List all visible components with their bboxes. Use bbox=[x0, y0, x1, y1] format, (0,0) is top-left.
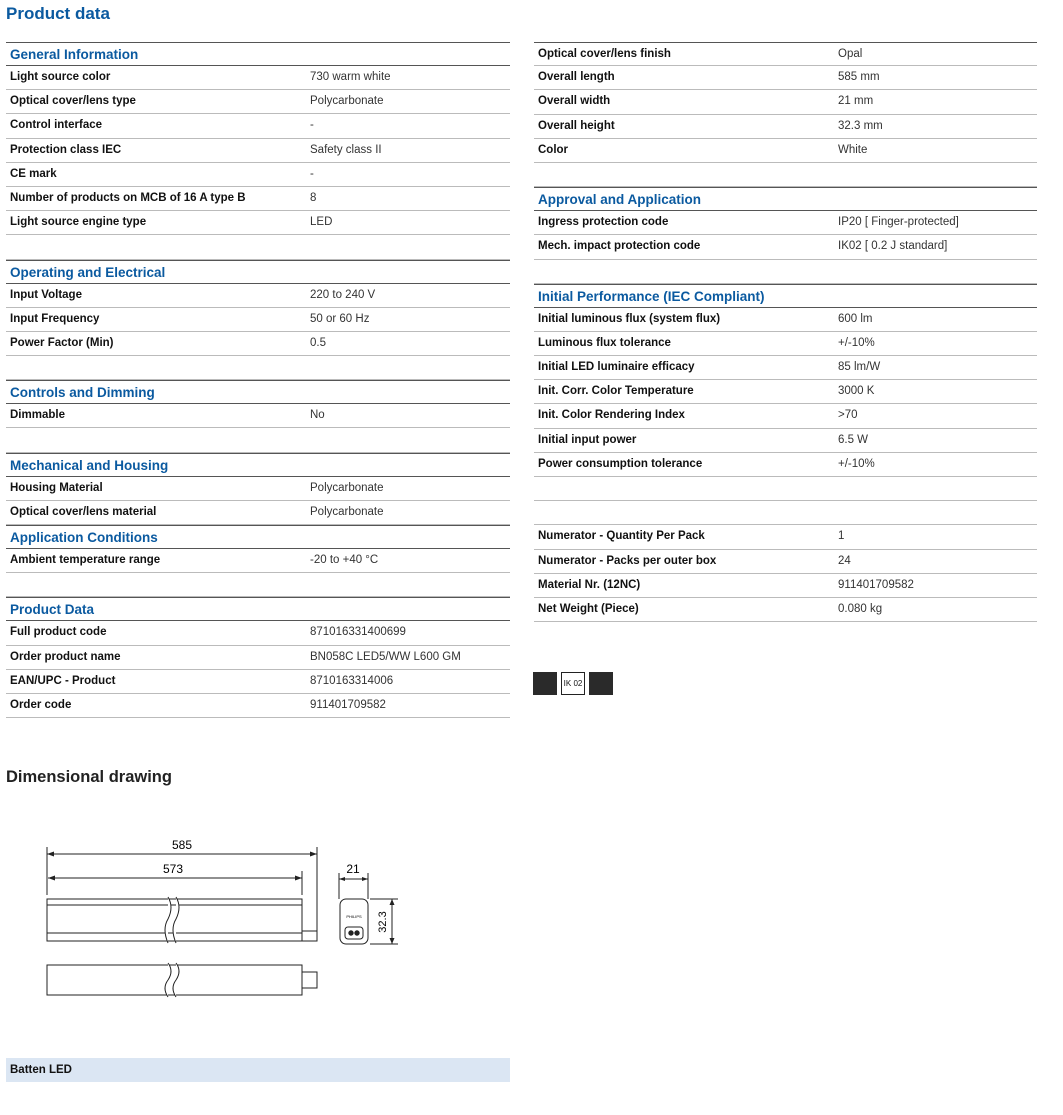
spec-label: Power consumption tolerance bbox=[538, 457, 703, 470]
left-spec-column bbox=[6, 42, 510, 718]
spec-row-net-weight-piece bbox=[534, 598, 1037, 622]
spec-row-protection-class-iec bbox=[6, 139, 510, 163]
spec-label: Luminous flux tolerance bbox=[538, 336, 671, 349]
spec-label: Optical cover/lens material bbox=[10, 505, 157, 518]
spec-label: Optical cover/lens type bbox=[10, 95, 136, 108]
spacer-row bbox=[534, 163, 1037, 187]
spec-label: Full product code bbox=[10, 626, 107, 639]
spec-row-overall-height bbox=[534, 115, 1037, 139]
spec-label: Light source color bbox=[10, 71, 111, 83]
spec-row-control-interface bbox=[6, 114, 510, 138]
right-spec-column bbox=[534, 42, 1037, 622]
product-family-label: Batten LED bbox=[6, 1058, 510, 1082]
spec-value: 585 mm bbox=[838, 71, 880, 84]
spec-label: Init. Corr. Color Temperature bbox=[538, 385, 694, 398]
section-heading-approval-and-application: Approval and Application bbox=[534, 187, 1037, 211]
spec-value: 8 bbox=[310, 191, 317, 204]
dim-21-label: 21 bbox=[346, 862, 360, 876]
spec-row-full-product-code bbox=[6, 621, 510, 645]
section-heading-application-conditions: Application Conditions bbox=[6, 525, 510, 549]
spec-value: 911401709582 bbox=[838, 578, 914, 591]
spacer-row bbox=[6, 573, 510, 597]
spec-label: Ambient temperature range bbox=[10, 554, 161, 566]
spec-label: Order product name bbox=[10, 650, 121, 663]
spec-label: Initial input power bbox=[538, 433, 637, 446]
spacer-row bbox=[6, 235, 510, 259]
spec-row-housing-material bbox=[6, 477, 510, 501]
spec-value: 6.5 W bbox=[838, 433, 869, 446]
spec-row-power-consumption-tolerance bbox=[534, 453, 1037, 477]
spec-row-color bbox=[534, 139, 1037, 163]
dim-585-label: 585 bbox=[171, 838, 193, 852]
spec-value: 911401709582 bbox=[310, 698, 386, 711]
spec-row-mech-impact-protection-code bbox=[534, 235, 1037, 259]
spec-value: +/-10% bbox=[838, 336, 875, 349]
spec-row-ingress-protection-code bbox=[534, 211, 1037, 235]
section-heading-initial-performance-iec-compliant: Initial Performance (IEC Compliant) bbox=[534, 284, 1037, 308]
spec-row-dimmable bbox=[6, 404, 510, 428]
spec-label: Input Frequency bbox=[10, 312, 100, 325]
spec-label: Housing Material bbox=[10, 481, 103, 494]
dimensional-drawing bbox=[40, 835, 410, 1005]
spec-row-ce-mark bbox=[6, 163, 510, 187]
spec-row-numerator-quantity-per-pack bbox=[534, 525, 1037, 549]
spacer-row bbox=[6, 356, 510, 380]
spec-row-initial-input-power bbox=[534, 429, 1037, 453]
spec-row-material-nr-12nc bbox=[534, 574, 1037, 598]
spec-value: LED bbox=[310, 216, 333, 229]
spec-row-luminous-flux-tolerance bbox=[534, 332, 1037, 356]
spec-label: Numerator - Packs per outer box bbox=[538, 554, 717, 567]
spec-label: Dimmable bbox=[10, 409, 65, 422]
spec-label: Overall length bbox=[538, 71, 615, 84]
spec-row-numerator-packs-per-outer-box bbox=[534, 550, 1037, 574]
spec-label: Ingress protection code bbox=[538, 216, 669, 229]
spacer-row bbox=[6, 428, 510, 452]
spec-label: Color bbox=[538, 143, 569, 156]
spec-value: Polycarbonate bbox=[310, 95, 384, 108]
spec-row-optical-cover-lens-type bbox=[6, 90, 510, 114]
certification-icons bbox=[533, 672, 613, 695]
spec-value: Polycarbonate bbox=[310, 481, 384, 494]
spacer-row bbox=[534, 260, 1037, 284]
spec-label: Initial LED luminaire efficacy bbox=[538, 361, 695, 374]
spec-row-initial-luminous-flux-system-flux bbox=[534, 308, 1037, 332]
section-heading-operating-and-electrical: Operating and Electrical bbox=[6, 260, 510, 284]
spec-value: 24 bbox=[838, 554, 851, 567]
spec-row-optical-cover-lens-material bbox=[6, 501, 510, 525]
spec-label: Number of products on MCB of 16 A type B bbox=[10, 191, 246, 204]
spec-value: White bbox=[838, 143, 868, 156]
section-heading-general-information: General Information bbox=[6, 42, 510, 66]
spec-label: Power Factor (Min) bbox=[10, 336, 114, 349]
spec-label: CE mark bbox=[10, 167, 57, 180]
section-heading-controls-and-dimming: Controls and Dimming bbox=[6, 380, 510, 404]
spec-value: 0.080 kg bbox=[838, 602, 883, 615]
spec-value: Safety class II bbox=[310, 143, 382, 156]
section-heading-mechanical-and-housing: Mechanical and Housing bbox=[6, 453, 510, 477]
dim-32-3-label: 32.3 bbox=[377, 911, 389, 933]
spec-label: Light source engine type bbox=[10, 216, 147, 229]
spec-value: +/-10% bbox=[838, 457, 875, 470]
spec-row-light-source-engine-type bbox=[6, 211, 510, 235]
spec-label: Optical cover/lens finish bbox=[538, 48, 671, 60]
spec-label: Overall width bbox=[538, 95, 611, 108]
spec-value: >70 bbox=[838, 409, 858, 422]
spec-label: Protection class IEC bbox=[10, 143, 122, 156]
spec-value: Opal bbox=[838, 48, 863, 60]
spec-value: 730 warm white bbox=[310, 71, 391, 83]
spec-value: 32.3 mm bbox=[838, 119, 883, 132]
dimensional-drawing-title: Dimensional drawing bbox=[6, 768, 172, 786]
spec-label: Initial luminous flux (system flux) bbox=[538, 312, 721, 325]
spec-label: EAN/UPC - Product bbox=[10, 674, 116, 687]
spec-row-overall-length bbox=[534, 66, 1037, 90]
spacer-row bbox=[534, 477, 1037, 501]
spec-value: 21 mm bbox=[838, 95, 874, 108]
spec-label: Init. Color Rendering Index bbox=[538, 409, 685, 422]
spec-value: IP20 [ Finger-protected] bbox=[838, 216, 959, 229]
spec-value: IK02 [ 0.2 J standard] bbox=[838, 240, 948, 253]
spec-row-input-frequency bbox=[6, 308, 510, 332]
spec-value: 600 lm bbox=[838, 312, 873, 325]
spec-value: No bbox=[310, 409, 325, 422]
spec-label: Overall height bbox=[538, 119, 615, 132]
dim-573-label: 573 bbox=[162, 862, 184, 876]
spec-row-order-product-name bbox=[6, 646, 510, 670]
spec-value: 1 bbox=[838, 530, 845, 543]
spec-value: 8710163314006 bbox=[310, 674, 394, 687]
spec-value: Polycarbonate bbox=[310, 505, 384, 518]
spec-row-ambient-temperature-range bbox=[6, 549, 510, 573]
spec-row-light-source-color bbox=[6, 66, 510, 90]
spec-value: - bbox=[310, 167, 314, 180]
spec-label: Order code bbox=[10, 698, 72, 711]
spec-row-overall-width bbox=[534, 90, 1037, 114]
spec-value: -20 to +40 °C bbox=[310, 554, 379, 566]
brand-logo: PHILIPS bbox=[346, 914, 362, 919]
spec-label: Mech. impact protection code bbox=[538, 240, 701, 253]
spec-row-power-factor-min bbox=[6, 332, 510, 356]
spec-value: 220 to 240 V bbox=[310, 288, 376, 301]
spec-label: Material Nr. (12NC) bbox=[538, 578, 641, 591]
spec-row-input-voltage bbox=[6, 284, 510, 308]
spec-label: Net Weight (Piece) bbox=[538, 602, 639, 615]
certification-mark-icon bbox=[533, 672, 557, 695]
spec-value: 871016331400699 bbox=[310, 626, 406, 639]
spec-label: Input Voltage bbox=[10, 288, 82, 301]
spec-row-order-code bbox=[6, 694, 510, 718]
spec-value: - bbox=[310, 119, 314, 132]
spec-value: BN058C LED5/WW L600 GM bbox=[310, 650, 461, 663]
spec-row-number-of-products-on-mcb-of-16-a-type-b bbox=[6, 187, 510, 211]
spec-label: Control interface bbox=[10, 119, 103, 132]
section-heading-product-data: Product Data bbox=[6, 597, 510, 621]
spacer-row bbox=[534, 501, 1037, 525]
class-ii-mark-icon bbox=[589, 672, 613, 695]
spec-row-init-corr-color-temperature bbox=[534, 380, 1037, 404]
spec-row-initial-led-luminaire-efficacy bbox=[534, 356, 1037, 380]
spec-value: 85 lm/W bbox=[838, 361, 881, 374]
spec-row-init-color-rendering-index bbox=[534, 404, 1037, 428]
spec-value: 50 or 60 Hz bbox=[310, 312, 370, 325]
spec-label: Numerator - Quantity Per Pack bbox=[538, 530, 705, 543]
ik02-icon: IK 02 bbox=[561, 672, 585, 695]
spec-value: 3000 K bbox=[838, 385, 875, 398]
spec-value: 0.5 bbox=[310, 336, 326, 349]
spec-row-ean-upc-product bbox=[6, 670, 510, 694]
spec-row-optical-cover-lens-finish bbox=[534, 42, 1037, 66]
page-title: Product data bbox=[6, 4, 110, 23]
